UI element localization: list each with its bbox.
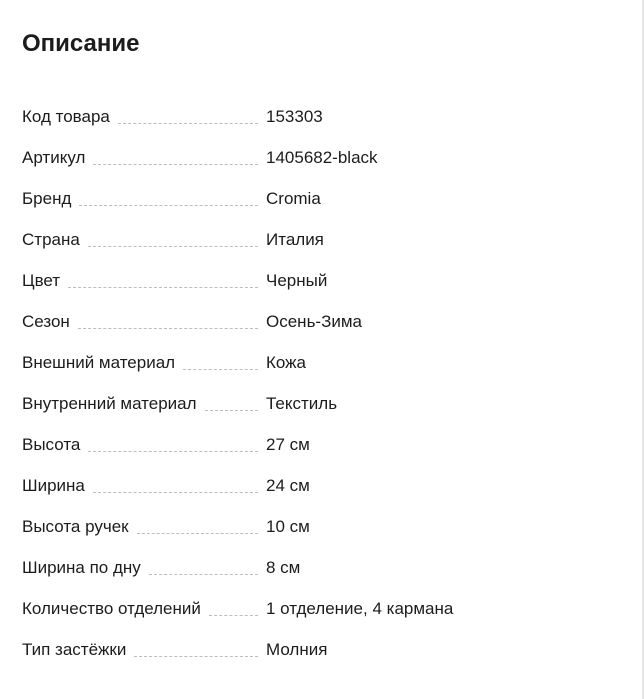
spec-row-color <box>22 260 622 301</box>
dotted-leader <box>78 328 258 329</box>
spec-value: 1 отделение, 4 кармана <box>266 598 454 618</box>
dotted-leader <box>88 246 258 247</box>
spec-row-width <box>22 465 622 506</box>
spec-value: Cromia <box>266 188 321 208</box>
spec-label-cell <box>22 226 258 254</box>
spec-label-cell <box>22 390 258 418</box>
spec-label: Высота <box>22 434 81 454</box>
dotted-leader <box>88 451 258 452</box>
spec-label-cell <box>22 554 258 582</box>
spec-row-bottom-width <box>22 547 622 588</box>
spec-value: 10 см <box>266 516 310 536</box>
spec-label: Бренд <box>22 188 72 208</box>
spec-label-cell <box>22 513 258 541</box>
spec-value: Молния <box>266 639 328 659</box>
spec-label-cell <box>22 349 258 377</box>
spec-value: 8 см <box>266 557 301 577</box>
spec-label-cell <box>22 144 258 172</box>
spec-value: Кожа <box>266 352 306 372</box>
spec-label-cell <box>22 267 258 295</box>
spec-row-compartments <box>22 588 622 629</box>
spec-value: Черный <box>266 270 328 290</box>
spec-label: Ширина по дну <box>22 557 141 577</box>
spec-label-cell <box>22 595 258 623</box>
dotted-leader <box>93 164 258 165</box>
spec-row-brand <box>22 178 622 219</box>
spec-row-country <box>22 219 622 260</box>
section-title: Описание <box>22 30 140 57</box>
spec-label: Страна <box>22 229 80 249</box>
spec-label: Количество отделений <box>22 598 201 618</box>
dotted-leader <box>68 287 258 288</box>
dotted-leader <box>137 533 258 534</box>
dotted-leader <box>149 574 258 575</box>
spec-label-cell <box>22 636 258 664</box>
spec-value: 1405682-black <box>266 147 378 167</box>
specs-list <box>22 96 622 670</box>
spec-row-handle-height <box>22 506 622 547</box>
spec-label: Цвет <box>22 270 61 290</box>
spec-label-cell <box>22 103 258 131</box>
spec-value: 153303 <box>266 106 323 126</box>
spec-label: Высота ручек <box>22 516 129 536</box>
spec-row-inner-material <box>22 383 622 424</box>
spec-row-height <box>22 424 622 465</box>
spec-value: 24 см <box>266 475 310 495</box>
spec-label: Ширина <box>22 475 85 495</box>
spec-value: 27 см <box>266 434 310 454</box>
dotted-leader <box>118 123 258 124</box>
spec-row-article <box>22 137 622 178</box>
spec-value: Италия <box>266 229 324 249</box>
spec-label-cell <box>22 185 258 213</box>
spec-label: Код товара <box>22 106 110 126</box>
dotted-leader <box>209 615 258 616</box>
spec-label: Артикул <box>22 147 86 167</box>
dotted-leader <box>205 410 258 411</box>
spec-row-outer-material <box>22 342 622 383</box>
spec-value: Текстиль <box>266 393 338 413</box>
spec-row-closure-type <box>22 629 622 670</box>
spec-row-season <box>22 301 622 342</box>
spec-label-cell <box>22 472 258 500</box>
spec-label: Внутренний материал <box>22 393 197 413</box>
spec-row-product-code <box>22 96 622 137</box>
dotted-leader <box>93 492 258 493</box>
spec-label: Тип застёжки <box>22 639 127 659</box>
spec-label: Сезон <box>22 311 70 331</box>
spec-label: Внешний материал <box>22 352 176 372</box>
spec-label-cell <box>22 308 258 336</box>
spec-value: Осень-Зима <box>266 311 362 331</box>
spec-label-cell <box>22 431 258 459</box>
dotted-leader <box>134 656 258 657</box>
dotted-leader <box>183 369 258 370</box>
dotted-leader <box>79 205 258 206</box>
